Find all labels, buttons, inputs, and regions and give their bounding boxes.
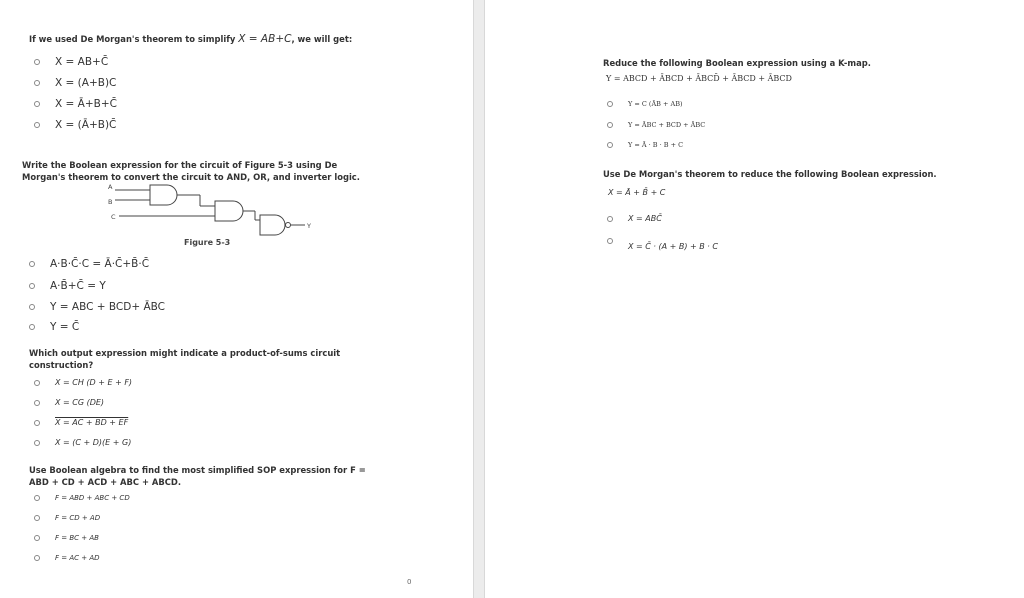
gate-2 bbox=[215, 201, 243, 221]
q5-option-2[interactable]: Y = ĀBC + BCD + ĀBC bbox=[607, 121, 705, 129]
q1-option-3[interactable]: X = Ā+B+C̄ bbox=[34, 98, 117, 110]
q4-option-3[interactable]: F = BC + AB bbox=[34, 534, 99, 542]
question-2-prompt: Write the Boolean expression for the circuit of Figure 5-3 using De Morgan's theorem to convert the circuit to AND, OR, and inverter logic. bbox=[22, 160, 360, 182]
figure-caption: Figure 5-3 bbox=[184, 238, 231, 247]
page-marker: 0 bbox=[407, 578, 412, 586]
q5-option-3[interactable]: Y = Ā · B · B + C bbox=[607, 141, 683, 149]
gate-1 bbox=[150, 185, 177, 205]
radio-button[interactable] bbox=[34, 535, 40, 541]
question-4-prompt: Use Boolean algebra to find the most simplified SOP expression for F = ABD + CD + ACD + ABC + ABCD. bbox=[29, 465, 366, 487]
q2-option-4[interactable]: Y = C̄ bbox=[29, 321, 79, 333]
radio-button[interactable] bbox=[34, 80, 40, 86]
radio-button[interactable] bbox=[34, 420, 40, 426]
q1-option-4[interactable]: X = (Ā+B)C̄ bbox=[34, 119, 116, 131]
q1-option-2[interactable]: X = (A+B)C bbox=[34, 77, 116, 89]
radio-button[interactable] bbox=[34, 440, 40, 446]
question-6-prompt: Use De Morgan's theorem to reduce the following Boolean expression. bbox=[603, 169, 937, 179]
q4-option-1[interactable]: F = ABD + ABC + CD bbox=[34, 494, 130, 502]
radio-button[interactable] bbox=[34, 400, 40, 406]
radio-button[interactable] bbox=[29, 261, 35, 267]
radio-button[interactable] bbox=[34, 555, 40, 561]
q6-option-1[interactable]: X = ABC̄ bbox=[607, 214, 662, 223]
radio-button[interactable] bbox=[607, 101, 613, 107]
q3-option-2[interactable]: X = CG (DE) bbox=[34, 398, 104, 407]
q4-option-2[interactable]: F = CD + AD bbox=[34, 514, 100, 522]
radio-button[interactable] bbox=[607, 216, 613, 222]
q3-option-3[interactable]: X = AC + BD + EF bbox=[34, 418, 128, 427]
q4-option-4[interactable]: F = AC + AD bbox=[34, 554, 100, 562]
radio-button[interactable] bbox=[29, 283, 35, 289]
radio-button[interactable] bbox=[34, 380, 40, 386]
q2-option-2[interactable]: A·B̄+C̄ = Y bbox=[29, 280, 106, 292]
input-b-label: B bbox=[108, 198, 113, 206]
column-divider bbox=[473, 0, 485, 598]
q6-option-2[interactable]: X = C̄ · (A + B) + B · C bbox=[607, 236, 718, 245]
input-a-label: A bbox=[108, 183, 113, 191]
radio-button[interactable] bbox=[607, 122, 613, 128]
q5-option-1[interactable]: Y = C (ĀB + AB) bbox=[607, 100, 683, 108]
inverter-bubble bbox=[286, 223, 291, 228]
q2-option-3[interactable]: Y = ABC + BCD+ ĀBC bbox=[29, 301, 165, 313]
q1-option-1[interactable]: X = AB+C̄ bbox=[34, 56, 108, 68]
radio-button[interactable] bbox=[29, 324, 35, 330]
radio-button[interactable] bbox=[34, 122, 40, 128]
question-5-prompt: Reduce the following Boolean expression using a K-map. bbox=[603, 58, 871, 68]
q3-option-1[interactable]: X = CH (D + E + F) bbox=[34, 378, 132, 387]
question-6-expression: X = Ā + B̄ + C bbox=[608, 188, 666, 197]
gate-3 bbox=[260, 215, 285, 235]
radio-button[interactable] bbox=[607, 238, 613, 244]
radio-button[interactable] bbox=[34, 495, 40, 501]
question-1-expression: X = AB+C bbox=[238, 33, 292, 45]
radio-button[interactable] bbox=[29, 304, 35, 310]
figure-5-3-circuit bbox=[105, 180, 325, 240]
radio-button[interactable] bbox=[34, 101, 40, 107]
q2-option-1[interactable]: A·B·C̄·C = Ā·C̄+B̄·C̄ bbox=[29, 258, 149, 270]
radio-button[interactable] bbox=[34, 59, 40, 65]
radio-button[interactable] bbox=[34, 515, 40, 521]
question-3-prompt: Which output expression might indicate a product-of-sums circuit construction? bbox=[29, 348, 341, 370]
q3-option-4[interactable]: X = (C + D)(E + G) bbox=[34, 438, 131, 447]
radio-button[interactable] bbox=[607, 142, 613, 148]
output-y-label: Y bbox=[307, 222, 311, 230]
input-c-label: C bbox=[111, 213, 116, 221]
question-1-prompt: If we used De Morgan's theorem to simplify X = AB+C, we will get: bbox=[29, 33, 353, 45]
question-5-expression: Y = ABCD + ĀBCD + ĀBCD̄ + ĀBCD + ĀBCD bbox=[606, 74, 792, 83]
